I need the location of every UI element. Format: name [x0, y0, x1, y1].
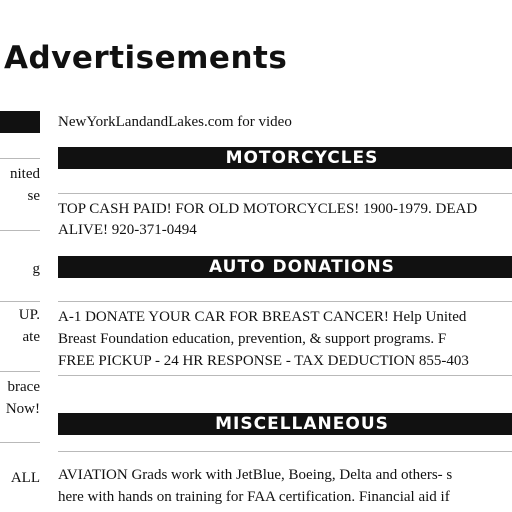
- section-divider: [58, 301, 512, 302]
- ad-line: AVIATION Grads work with JetBlue, Boeing, Delta and others- s: [58, 467, 453, 483]
- left-column-fragment: nited: [10, 166, 40, 182]
- section-header-auto-donations: [58, 256, 512, 278]
- section-divider: [58, 375, 512, 376]
- ad-line: A-1 DONATE YOUR CAR FOR BREAST CANCER! Help United: [58, 309, 467, 325]
- ad-line: TOP CASH PAID! FOR OLD MOTORCYCLES! 1900-1979. DEAD: [58, 201, 478, 217]
- section-divider: [58, 193, 512, 194]
- page-title: Advertisements: [4, 40, 288, 76]
- left-column-fragment: se: [27, 188, 40, 204]
- ad-line: here with hands on training for FAA certification. Financial aid if: [58, 489, 450, 505]
- left-divider: [0, 371, 40, 372]
- left-column-fragment: g: [32, 261, 40, 277]
- left-column-fragment: ALL: [10, 470, 40, 486]
- left-column-header-bar: [0, 111, 40, 133]
- left-column-fragment: UP.: [18, 307, 40, 323]
- intro-text: NewYorkLandandLakes.com for video: [58, 114, 292, 130]
- section-heading: MISCELLANEOUS: [215, 414, 389, 434]
- left-divider: [0, 442, 40, 443]
- left-divider: [0, 301, 40, 302]
- left-divider: [0, 230, 40, 231]
- section-divider: [58, 451, 512, 452]
- section-heading: AUTO DONATIONS: [209, 257, 395, 277]
- left-column-fragment: Now!: [5, 401, 40, 417]
- section-header-miscellaneous: [58, 413, 512, 435]
- left-column-fragment: brace: [7, 379, 40, 395]
- section-header-motorcycles: [58, 147, 512, 169]
- left-divider: [0, 158, 40, 159]
- ad-line: FREE PICKUP - 24 HR RESPONSE - TAX DEDUCTION 855-403: [58, 353, 469, 369]
- ad-line: Breast Foundation education, prevention, & support programs. F: [58, 331, 447, 347]
- section-heading: MOTORCYCLES: [225, 148, 379, 168]
- left-column-fragment: ate: [22, 329, 40, 345]
- ad-line: ALIVE! 920-371-0494: [58, 222, 197, 238]
